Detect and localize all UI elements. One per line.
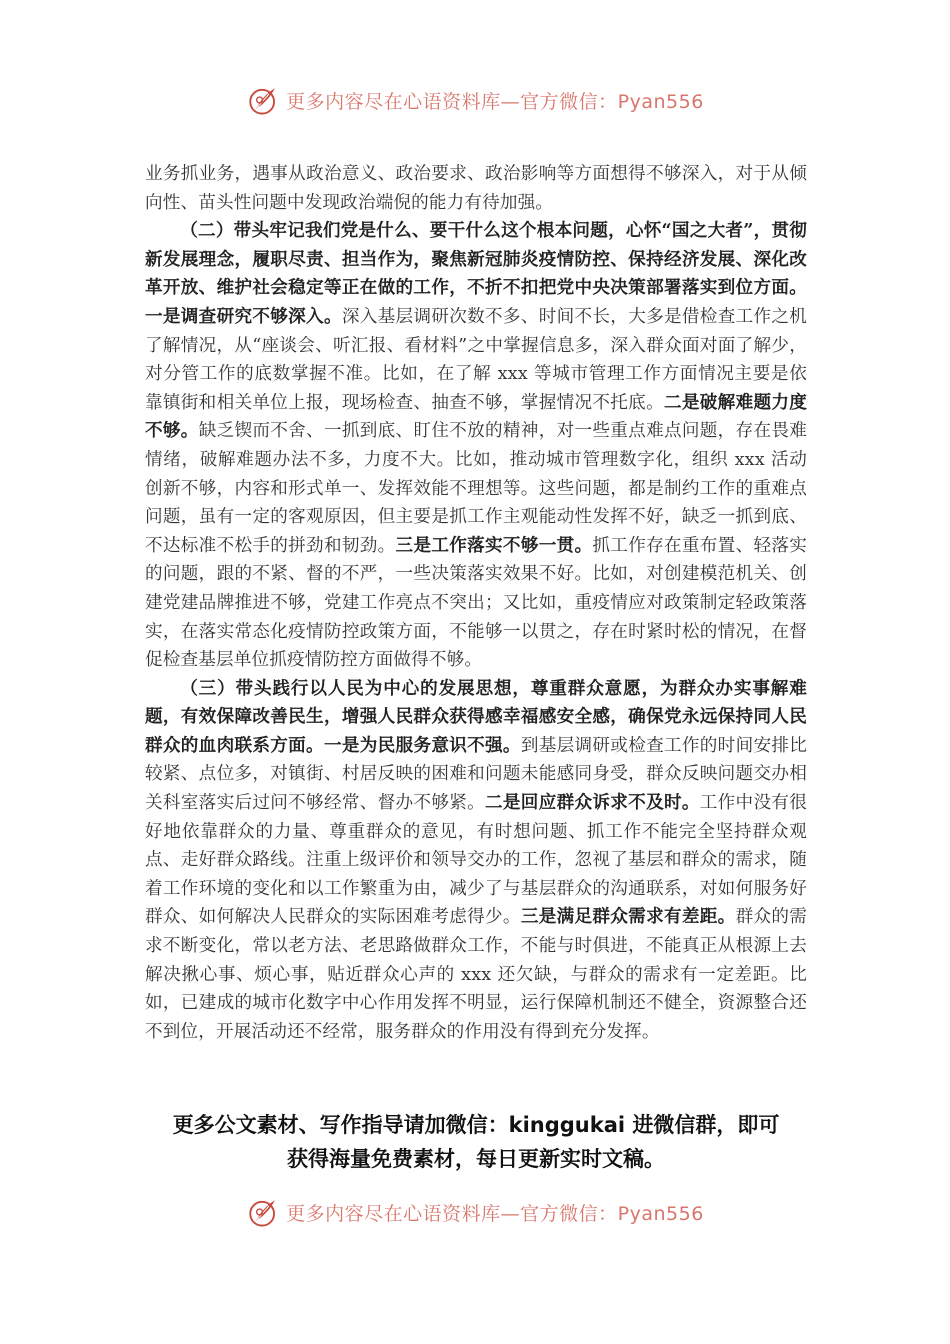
quill-logo-icon xyxy=(246,83,280,117)
paragraph-section-two xyxy=(145,217,807,675)
paragraph-text: 群众的需求不断变化，常以老方法、老思路做群众工作，不能与时俱进，不能真正从根源上去解决揪心事、烦心事，贴近群众心声的 xxx 还欠缺，与群众的需求有一定差距。比如，已建成的城市化数字中心作用发挥不明显，运行保障机制还不健全，资源整合还不到位，开展活动还不经常，服务群众的作用没有得到充分发挥。 xyxy=(145,907,807,1042)
footer-banner-id: Pyan556 xyxy=(617,1202,704,1225)
paragraph-text: 缺乏锲而不舍、一抓到底、盯住不放的精神，对一些重点难点问题，存在畏难情绪，破解难题办法不多，力度不大。比如，推动城市管理数字化，组织 xxx 活动创新不够，内容和形式单一、发挥效能不理想等。这些问题，都是制约工作的重难点问题，虽有一定的客观原因，但主要是抓工作主观能动性发挥不好，缺乏一抓到底、不达标准不松手的拼劲和韧劲。 xyxy=(145,421,807,556)
footer-watermark-banner xyxy=(0,1192,950,1232)
document-body xyxy=(145,160,807,1046)
subpoint-heading: 二是破解难题力度不够。 xyxy=(145,391,807,442)
paragraph-text: 抓工作存在重布置、轻落实的问题，跟的不紧、督的不严，一些决策落实效果不好。比如，对创建模范机关、创建党建品牌推进不够，党建工作亮点不突出；又比如，重疫情应对政策制定轻政策落实，在落实常态化疫情防控政策方面，不能够一以贯之，存在时紧时松的情况，在督促检查基层单位抓疫情防控方面做得不够。 xyxy=(145,535,807,671)
paragraph-text: 深入基层调研次数不多、时间不长，大多是借检查工作之机了解情况，从“座谈会、听汇报、看材料”之中掌握信息多，深入群众面对面了解少，对分管工作的底数掌握不准。比如，在了解 xxx 等城市管理工作方面情况主要是依靠镇街和相关单位上报，现场检查、抽查不够，掌握情况不托底。 xyxy=(145,306,807,413)
section-three-heading: （三）带头践行以人民为中心的发展思想，尊重群众意愿，为群众办实事解难题，有效保障改善民生，增强人民群众获得感幸福感安全感，确保党永远保持同人民群众的血肉联系方面。 xyxy=(145,677,807,756)
subpoint-heading: 三是满足群众需求有差距。 xyxy=(520,906,736,928)
promo-line-1: 更多公文素材、写作指导请加微信：kinggukai 进微信群，即可 xyxy=(172,1113,780,1137)
header-banner-id: Pyan556 xyxy=(617,90,704,113)
promo-line-2: 获得海量免费素材，每日更新实时文稿。 xyxy=(287,1147,665,1171)
promo-notice xyxy=(140,1108,812,1176)
paragraph-continuation xyxy=(145,160,807,217)
subpoint-heading: 一是调查研究不够深入。 xyxy=(145,305,342,327)
subpoint-heading: 一是为民服务意识不强。 xyxy=(323,734,521,756)
paragraph-text: 工作中没有很好地依靠群众的力量、尊重群众的意见，有时想问题、抓工作不能完全坚持群众观点、走好群众路线。注重上级评价和领导交办的工作，忽视了基层和群众的需求，随着工作环境的变化和以工作繁重为由，减少了与基层群众的沟通联系，对如何服务好群众、如何解决人民群众的实际困难考虑得少。 xyxy=(145,793,807,928)
section-two-heading: （二）带头牢记我们党是什么、要干什么这个根本问题，心怀“国之大者”，贯彻新发展理念，履职尽责、担当作为，聚焦新冠肺炎疫情防控、保持经济发展、深化改革开放、维护社会稳定等正在做的工作，不折不扣把党中央决策部署落实到位方面。 xyxy=(145,220,807,299)
paragraph-text: 到基层调研或检查工作的时间安排比较紧、点位多，对镇街、村居反映的困难和问题未能感同身受，群众反映问题交办相关科室落实后过问不够经常、督办不够紧。 xyxy=(145,735,808,814)
paragraph-text: 业务抓业务，遇事从政治意义、政治要求、政治影响等方面想得不够深入，对于从倾向性、苗头性问题中发现政治端倪的能力有待加强。 xyxy=(145,164,807,213)
quill-logo-icon xyxy=(246,1195,280,1229)
footer-banner-text: 更多内容尽在心语资料库—官方微信：Pyan556 xyxy=(286,1202,704,1225)
header-watermark-banner xyxy=(0,80,950,120)
paragraph-section-three xyxy=(145,675,807,1047)
subpoint-heading: 二是回应群众诉求不及时。 xyxy=(485,792,700,814)
header-banner-text: 更多内容尽在心语资料库—官方微信：Pyan556 xyxy=(286,90,704,113)
subpoint-heading: 三是工作落实不够一贯。 xyxy=(395,534,593,556)
